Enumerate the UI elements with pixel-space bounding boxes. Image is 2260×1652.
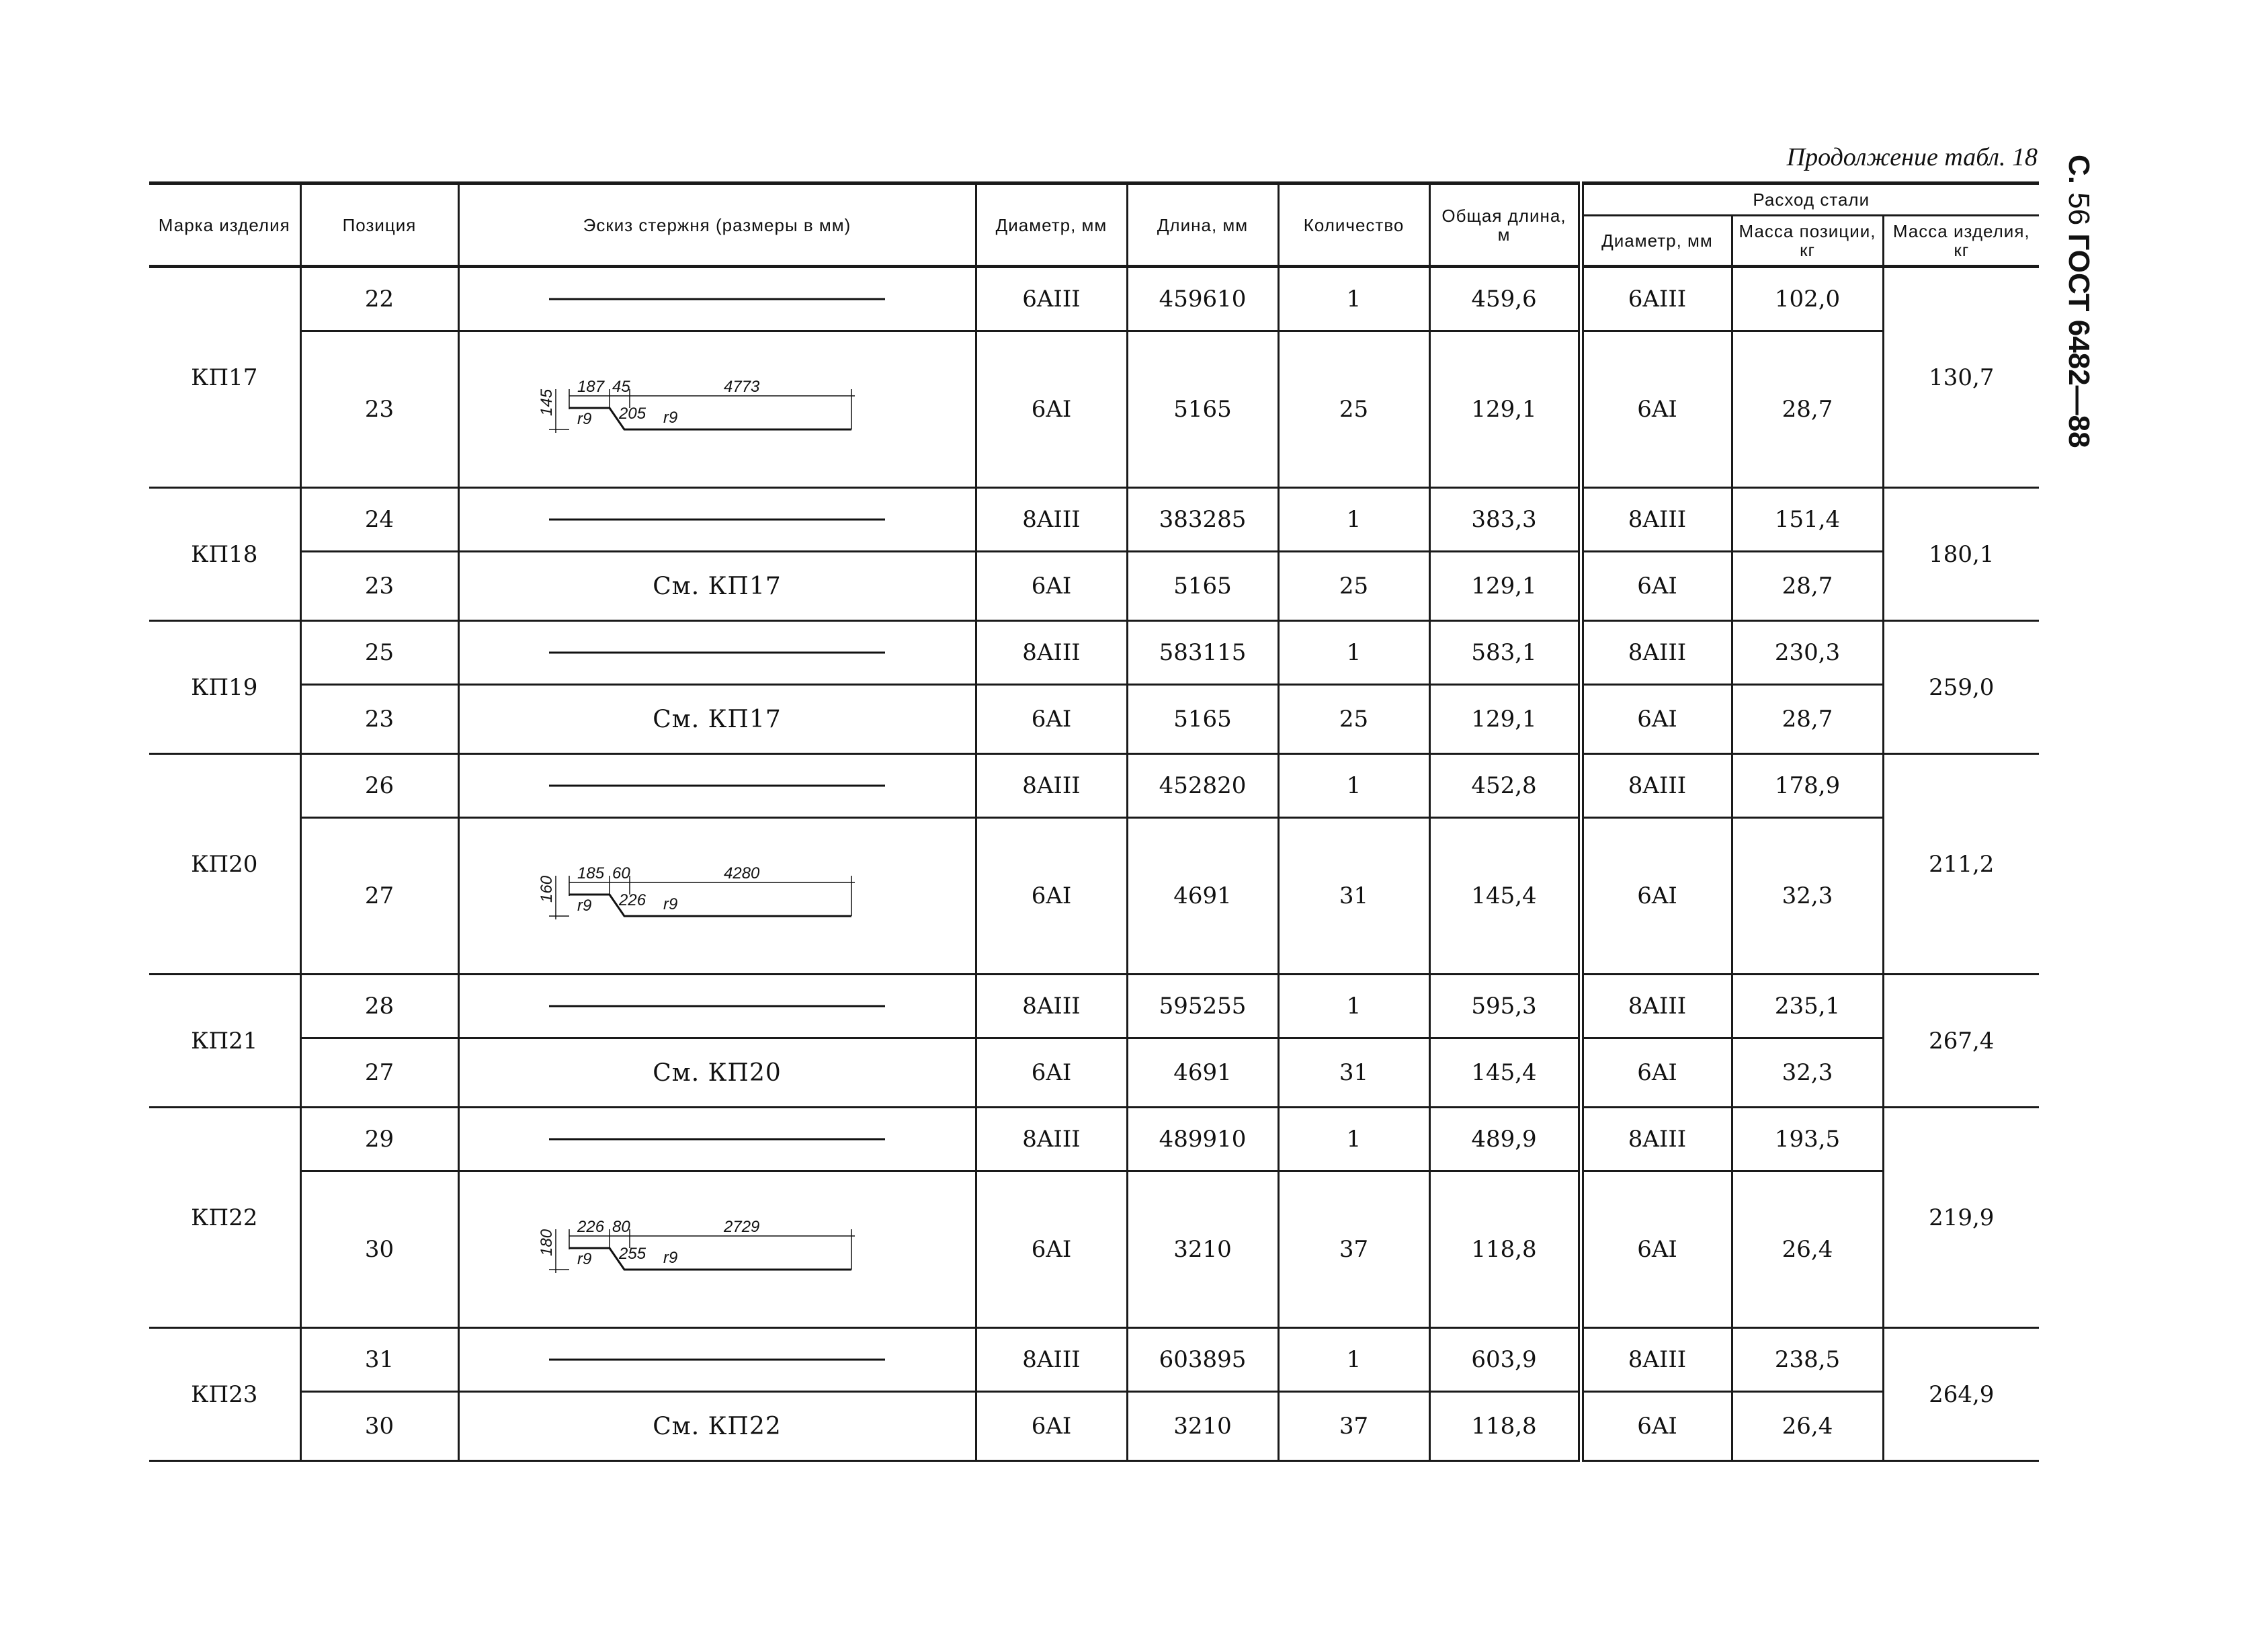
bar-sketch	[458, 552, 976, 621]
straight-bar-sketch	[542, 513, 892, 526]
dim-a-label: 226	[577, 1218, 605, 1236]
total-length: 452,8	[1429, 754, 1581, 818]
position-number: 30	[300, 1171, 458, 1328]
dim-height-label: 145	[538, 388, 556, 416]
item-mass: 130,7	[1883, 267, 2039, 488]
bar-quantity: 31	[1278, 818, 1429, 975]
bar-sketch	[458, 621, 976, 685]
total-length: 129,1	[1429, 685, 1581, 754]
bar-quantity: 1	[1278, 1108, 1429, 1171]
total-length: 129,1	[1429, 552, 1581, 621]
sketch-reference: См. КП20	[653, 1059, 782, 1087]
bar-length: 3210	[1127, 1171, 1278, 1328]
table-row	[149, 1108, 2039, 1171]
bar-sketch	[458, 488, 976, 552]
table-row	[149, 818, 2039, 975]
radius-1-label: r9	[577, 1250, 592, 1268]
dim-height-label: 180	[538, 1229, 556, 1256]
header-position: Позиция	[300, 183, 458, 267]
steel-diameter: 8AIII	[1581, 975, 1732, 1038]
header-diameter: Диаметр, мм	[976, 183, 1127, 267]
position-mass: 102,0	[1732, 267, 1883, 331]
bar-diameter: 6AI	[976, 1171, 1127, 1328]
header-quantity: Количество	[1278, 183, 1429, 267]
bar-sketch	[458, 754, 976, 818]
position-mass: 238,5	[1732, 1328, 1883, 1392]
table-row	[149, 1171, 2039, 1328]
straight-bar-sketch	[542, 999, 892, 1013]
bar-length: 3210	[1127, 1392, 1278, 1461]
steel-diameter: 8AIII	[1581, 754, 1732, 818]
dim-b-label: 45	[612, 378, 630, 396]
header-steel-consumption: Расход стали	[1581, 183, 2039, 216]
bar-sketch	[458, 685, 976, 754]
header-row-1	[149, 183, 2039, 216]
bar-length: 583115	[1127, 621, 1278, 685]
dim-a-label: 187	[577, 378, 605, 396]
bar-diameter: 8AIII	[976, 754, 1127, 818]
bar-quantity: 1	[1278, 1328, 1429, 1392]
bar-quantity: 37	[1278, 1392, 1429, 1461]
bar-quantity: 1	[1278, 754, 1429, 818]
radius-2-label: r9	[663, 895, 678, 913]
table-caption: Продолжение табл. 18	[1786, 143, 2038, 171]
bar-length: 595255	[1127, 975, 1278, 1038]
total-length: 603,9	[1429, 1328, 1581, 1392]
bar-diameter: 8AIII	[976, 975, 1127, 1038]
bent-bar-sketch	[529, 856, 905, 936]
dim-d-label: 255	[619, 1245, 646, 1263]
position-number: 30	[300, 1392, 458, 1461]
bar-quantity: 25	[1278, 685, 1429, 754]
bar-diameter: 8AIII	[976, 1328, 1127, 1392]
item-mass: 267,4	[1883, 975, 2039, 1108]
bar-length: 4691	[1127, 818, 1278, 975]
position-mass: 28,7	[1732, 685, 1883, 754]
position-number: 26	[300, 754, 458, 818]
bar-length: 452820	[1127, 754, 1278, 818]
dim-d-label: 205	[619, 405, 646, 423]
bar-quantity: 31	[1278, 1038, 1429, 1108]
dim-c-label: 4280	[724, 864, 760, 882]
bar-sketch	[458, 975, 976, 1038]
bar-quantity: 1	[1278, 975, 1429, 1038]
bar-sketch	[458, 1392, 976, 1461]
position-number: 23	[300, 685, 458, 754]
side-label	[2063, 155, 2103, 491]
item-mark: КП22	[149, 1108, 300, 1328]
dim-height-label: 160	[538, 875, 556, 903]
bar-shape	[569, 408, 851, 429]
position-number: 24	[300, 488, 458, 552]
position-number: 22	[300, 267, 458, 331]
header-steel-diameter: Диаметр, мм	[1581, 216, 1732, 267]
steel-diameter: 8AIII	[1581, 1328, 1732, 1392]
position-mass: 235,1	[1732, 975, 1883, 1038]
steel-diameter: 8AIII	[1581, 488, 1732, 552]
page-and-standard-label	[2062, 155, 2095, 448]
item-mass: 219,9	[1883, 1108, 2039, 1328]
standard-number: ГОСТ 6482—88	[2062, 225, 2095, 448]
bar-diameter: 6AIII	[976, 267, 1127, 331]
bar-diameter: 6AI	[976, 818, 1127, 975]
dim-d-label: 226	[619, 891, 646, 909]
item-mass: 264,9	[1883, 1328, 2039, 1461]
total-length: 118,8	[1429, 1171, 1581, 1328]
steel-spec-table	[149, 181, 2039, 1462]
table-row	[149, 754, 2039, 818]
position-number: 27	[300, 1038, 458, 1108]
position-mass: 151,4	[1732, 488, 1883, 552]
bar-quantity: 25	[1278, 552, 1429, 621]
steel-diameter: 6AI	[1581, 1038, 1732, 1108]
steel-diameter: 6AI	[1581, 818, 1732, 975]
bar-diameter: 6AI	[976, 552, 1127, 621]
steel-diameter: 8AIII	[1581, 621, 1732, 685]
bar-sketch	[458, 1328, 976, 1392]
bar-sketch	[458, 331, 976, 488]
dim-a-label: 185	[577, 864, 605, 882]
item-mass: 180,1	[1883, 488, 2039, 621]
total-length: 383,3	[1429, 488, 1581, 552]
bar-sketch	[458, 267, 976, 331]
position-mass: 28,7	[1732, 331, 1883, 488]
position-mass: 178,9	[1732, 754, 1883, 818]
dim-c-label: 4773	[724, 378, 760, 396]
total-length: 583,1	[1429, 621, 1581, 685]
position-mass: 26,4	[1732, 1171, 1883, 1328]
position-mass: 193,5	[1732, 1108, 1883, 1171]
straight-bar-sketch	[542, 1353, 892, 1366]
table-row	[149, 1038, 2039, 1108]
item-mark: КП20	[149, 754, 300, 975]
sketch-reference: См. КП17	[653, 705, 782, 733]
bar-length: 5165	[1127, 552, 1278, 621]
table-row	[149, 621, 2039, 685]
position-number: 23	[300, 331, 458, 488]
item-mass: 259,0	[1883, 621, 2039, 754]
bar-quantity: 1	[1278, 267, 1429, 331]
radius-2-label: r9	[663, 409, 678, 427]
radius-1-label: r9	[577, 410, 592, 428]
bar-length: 489910	[1127, 1108, 1278, 1171]
item-mark: КП21	[149, 975, 300, 1108]
total-length: 129,1	[1429, 331, 1581, 488]
dim-c-label: 2729	[724, 1218, 760, 1236]
table-row	[149, 1328, 2039, 1392]
item-mark: КП23	[149, 1328, 300, 1461]
total-length: 459,6	[1429, 267, 1581, 331]
steel-diameter: 8AIII	[1581, 1108, 1732, 1171]
header-length: Длина, мм	[1127, 183, 1278, 267]
bar-diameter: 6AI	[976, 685, 1127, 754]
table-row	[149, 552, 2039, 621]
bar-sketch	[458, 1038, 976, 1108]
steel-diameter: 6AIII	[1581, 267, 1732, 331]
sketch-reference: См. КП17	[653, 572, 782, 600]
item-mark: КП19	[149, 621, 300, 754]
total-length: 595,3	[1429, 975, 1581, 1038]
table-row	[149, 488, 2039, 552]
bar-quantity: 25	[1278, 331, 1429, 488]
position-number: 29	[300, 1108, 458, 1171]
bar-length: 383285	[1127, 488, 1278, 552]
bent-bar-sketch	[529, 1209, 905, 1290]
total-length: 145,4	[1429, 818, 1581, 975]
bar-diameter: 6AI	[976, 1392, 1127, 1461]
position-number: 27	[300, 818, 458, 975]
page-number: 56	[2062, 192, 2095, 226]
position-number: 25	[300, 621, 458, 685]
bar-length: 4691	[1127, 1038, 1278, 1108]
bar-length: 459610	[1127, 267, 1278, 331]
bar-quantity: 1	[1278, 488, 1429, 552]
bar-shape	[569, 895, 851, 916]
steel-diameter: 6AI	[1581, 685, 1732, 754]
bar-sketch	[458, 1171, 976, 1328]
straight-bar-sketch	[542, 1132, 892, 1146]
steel-diameter: 6AI	[1581, 552, 1732, 621]
bar-diameter: 8AIII	[976, 621, 1127, 685]
bar-diameter: 6AI	[976, 331, 1127, 488]
total-length: 118,8	[1429, 1392, 1581, 1461]
bar-diameter: 6AI	[976, 1038, 1127, 1108]
bar-diameter: 8AIII	[976, 1108, 1127, 1171]
straight-bar-sketch	[542, 779, 892, 792]
item-mass: 211,2	[1883, 754, 2039, 975]
dim-b-label: 80	[612, 1218, 630, 1236]
table-row	[149, 267, 2039, 331]
side-prefix: С.	[2062, 155, 2095, 193]
table-body	[149, 267, 2039, 1461]
dim-b-label: 60	[612, 864, 630, 882]
header-total-length: Общая длина, м	[1429, 183, 1581, 267]
bar-length: 5165	[1127, 685, 1278, 754]
bar-shape	[569, 1248, 851, 1270]
position-mass: 32,3	[1732, 1038, 1883, 1108]
position-mass: 28,7	[1732, 552, 1883, 621]
total-length: 145,4	[1429, 1038, 1581, 1108]
table-row	[149, 1392, 2039, 1461]
position-mass: 230,3	[1732, 621, 1883, 685]
position-mass: 26,4	[1732, 1392, 1883, 1461]
steel-diameter: 6AI	[1581, 331, 1732, 488]
item-mark: КП18	[149, 488, 300, 621]
header-item-mass: Масса изделия, кг	[1883, 216, 2039, 267]
straight-bar-sketch	[542, 646, 892, 659]
header-sketch: Эскиз стержня (размеры в мм)	[458, 183, 976, 267]
position-number: 23	[300, 552, 458, 621]
steel-diameter: 6AI	[1581, 1392, 1732, 1461]
radius-2-label: r9	[663, 1249, 678, 1267]
table-row	[149, 685, 2039, 754]
bent-bar-sketch	[529, 369, 905, 450]
bar-sketch	[458, 818, 976, 975]
straight-bar-sketch	[542, 292, 892, 306]
sketch-reference: См. КП22	[653, 1412, 782, 1440]
position-mass: 32,3	[1732, 818, 1883, 975]
position-number: 28	[300, 975, 458, 1038]
table-row	[149, 331, 2039, 488]
position-number: 31	[300, 1328, 458, 1392]
bar-diameter: 8AIII	[976, 488, 1127, 552]
table-row	[149, 975, 2039, 1038]
header-mark: Марка изделия	[149, 183, 300, 267]
radius-1-label: r9	[577, 897, 592, 915]
total-length: 489,9	[1429, 1108, 1581, 1171]
bar-quantity: 37	[1278, 1171, 1429, 1328]
bar-sketch	[458, 1108, 976, 1171]
item-mark: КП17	[149, 267, 300, 488]
bar-length: 5165	[1127, 331, 1278, 488]
steel-diameter: 6AI	[1581, 1171, 1732, 1328]
header-position-mass: Масса позиции, кг	[1732, 216, 1883, 267]
bar-length: 603895	[1127, 1328, 1278, 1392]
bar-quantity: 1	[1278, 621, 1429, 685]
